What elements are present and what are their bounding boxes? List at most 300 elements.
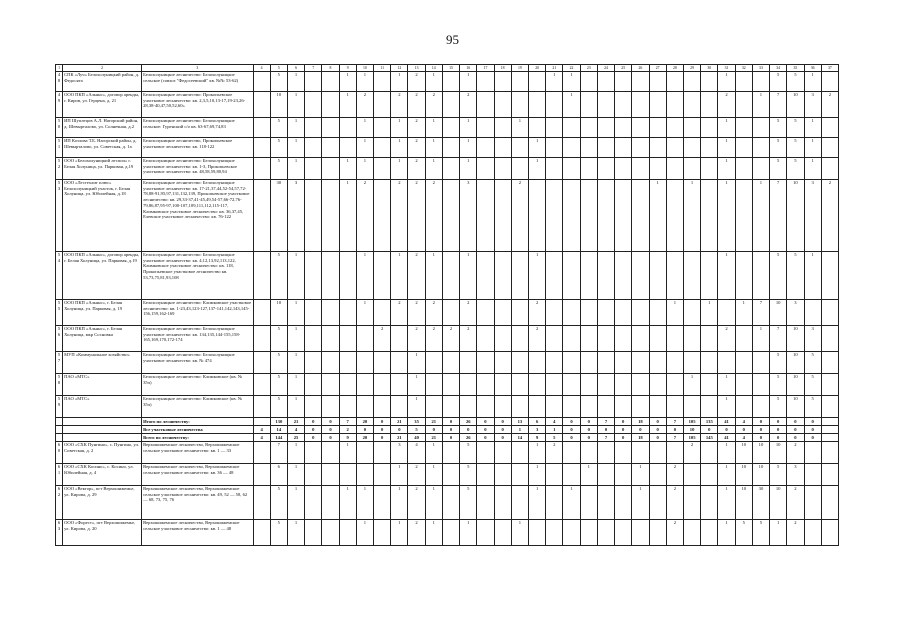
value-cell: [615, 180, 632, 252]
value-cell: [580, 138, 597, 158]
value-cell: [529, 352, 546, 374]
column-number: 17: [477, 65, 494, 72]
value-cell: [253, 396, 270, 418]
value-cell: 1: [683, 374, 700, 396]
value-cell: 10: [787, 396, 804, 418]
value-cell: [666, 138, 683, 158]
value-cell: [339, 252, 356, 300]
value-cell: [442, 300, 459, 326]
value-cell: 5: [804, 396, 821, 418]
value-cell: [580, 352, 597, 374]
value-cell: [563, 158, 580, 180]
value-cell: [701, 464, 718, 486]
value-cell: [804, 464, 821, 486]
value-cell: 1: [391, 72, 408, 92]
summary-value: 0: [322, 434, 339, 442]
value-cell: [442, 396, 459, 418]
value-cell: 1: [287, 486, 304, 520]
value-cell: [752, 118, 769, 138]
value-cell: 1: [718, 158, 735, 180]
value-cell: 6: [270, 464, 287, 486]
value-cell: [460, 396, 477, 418]
summary-value: 3: [529, 426, 546, 434]
value-cell: [442, 158, 459, 180]
value-cell: [322, 252, 339, 300]
value-cell: 1: [287, 252, 304, 300]
value-cell: [597, 252, 614, 300]
value-cell: 10: [787, 92, 804, 118]
value-cell: [632, 118, 649, 138]
value-cell: [529, 118, 546, 138]
table-row: [56, 396, 839, 418]
summary-value: 7: [666, 434, 683, 442]
value-cell: [339, 396, 356, 418]
value-cell: 5: [270, 118, 287, 138]
value-cell: [597, 118, 614, 138]
value-cell: 5: [270, 520, 287, 546]
value-cell: 10: [270, 300, 287, 326]
value-cell: 1: [339, 158, 356, 180]
value-cell: [305, 72, 322, 92]
value-cell: [339, 464, 356, 486]
value-cell: [511, 326, 528, 352]
value-cell: [339, 374, 356, 396]
value-cell: [821, 158, 838, 180]
value-cell: [546, 180, 563, 252]
value-cell: 1: [511, 520, 528, 546]
value-cell: [632, 158, 649, 180]
value-cell: [580, 326, 597, 352]
organization-cell: СПК «Луч» Белохолуницкий район, д. Федосята: [63, 72, 142, 92]
value-cell: [701, 92, 718, 118]
table-row: [56, 486, 839, 520]
value-cell: [305, 158, 322, 180]
value-cell: [563, 396, 580, 418]
forestry-cell: Белохолуницкое лесничество: Белохолуницкое участковое лесничество: кв. 1-3, Прокопьевское участковое лесничество: кв. 48,58,59,80,94: [142, 158, 253, 180]
value-cell: [494, 138, 511, 158]
value-cell: [597, 520, 614, 546]
value-cell: [597, 464, 614, 486]
organization-cell: ООО ПКП «Альянс», договор аренды, г. Киров, ул. Герцена, д. 21: [63, 92, 142, 118]
value-cell: [322, 486, 339, 520]
value-cell: 1: [649, 180, 666, 252]
value-cell: [683, 520, 700, 546]
value-cell: [563, 326, 580, 352]
value-cell: 2: [408, 252, 425, 300]
column-number: 33: [752, 65, 769, 72]
value-cell: [683, 72, 700, 92]
value-cell: [442, 520, 459, 546]
value-cell: [494, 326, 511, 352]
value-cell: [735, 396, 752, 418]
value-cell: [615, 252, 632, 300]
value-cell: 5: [460, 442, 477, 464]
value-cell: 10: [735, 464, 752, 486]
value-cell: [666, 352, 683, 374]
organization-cell: ООО «Лестехлит плюс» Белохолуницкий участок, г. Белая Холуница, ул. Юбилейная, д.18: [63, 180, 142, 252]
value-cell: 2: [356, 180, 373, 252]
summary-value: 0: [752, 434, 769, 442]
value-cell: 1: [425, 486, 442, 520]
value-cell: 1: [287, 520, 304, 546]
summary-value: 20: [356, 434, 373, 442]
value-cell: [253, 486, 270, 520]
value-cell: [597, 138, 614, 158]
summary-value: 21: [425, 434, 442, 442]
value-cell: [511, 138, 528, 158]
value-cell: [511, 72, 528, 92]
value-cell: [494, 158, 511, 180]
table-row: [56, 92, 839, 118]
column-number: 4: [253, 65, 270, 72]
value-cell: 1: [529, 442, 546, 464]
value-cell: [339, 300, 356, 326]
value-cell: [615, 300, 632, 326]
summary-value: 0: [580, 418, 597, 426]
value-cell: [253, 72, 270, 92]
value-cell: [305, 326, 322, 352]
value-cell: [374, 138, 391, 158]
organization-cell: ИП Козлова Т.Б. Нагорский район, д. Шевырталово, ул. Советская, д. 1а: [63, 138, 142, 158]
column-number: 14: [425, 65, 442, 72]
value-cell: 1: [718, 72, 735, 92]
table-row: [56, 374, 839, 396]
value-cell: [615, 352, 632, 374]
value-cell: [253, 374, 270, 396]
value-cell: [494, 374, 511, 396]
row-number: 61: [56, 464, 63, 486]
value-cell: [442, 442, 459, 464]
summary-value: 0: [305, 434, 322, 442]
table-row: [56, 442, 839, 464]
summary-value: 7: [666, 418, 683, 426]
value-cell: 1: [391, 520, 408, 546]
value-cell: 10: [270, 92, 287, 118]
value-cell: [735, 326, 752, 352]
value-cell: [580, 118, 597, 138]
value-cell: [580, 180, 597, 252]
value-cell: [529, 72, 546, 92]
value-cell: 1: [356, 252, 373, 300]
value-cell: [494, 72, 511, 92]
summary-value: 0: [305, 426, 322, 434]
value-cell: [666, 396, 683, 418]
value-cell: 1: [563, 72, 580, 92]
value-cell: 1: [718, 252, 735, 300]
value-cell: [253, 252, 270, 300]
value-cell: 1: [408, 352, 425, 374]
value-cell: [615, 486, 632, 520]
column-number: 19: [511, 65, 528, 72]
value-cell: [597, 92, 614, 118]
value-cell: [735, 158, 752, 180]
summary-value: 25: [287, 434, 304, 442]
value-cell: [683, 352, 700, 374]
value-cell: 1: [529, 464, 546, 486]
value-cell: [477, 300, 494, 326]
value-cell: 5: [804, 374, 821, 396]
value-cell: 1: [391, 464, 408, 486]
value-cell: [442, 352, 459, 374]
summary-label: Все участковые лесничества: [142, 426, 253, 434]
row-number: 52: [56, 158, 63, 180]
summary-value: 0: [615, 426, 632, 434]
value-cell: 1: [718, 442, 735, 464]
value-cell: [477, 252, 494, 300]
summary-value: 0: [322, 426, 339, 434]
forestry-cell: Белохолуницкое лесничество: Белохолуницкое участковое лесничество: кв. № 474: [142, 352, 253, 374]
value-cell: [821, 486, 838, 520]
forestry-cell: Верхошижемское лесничество, Верхошижемское сельское участковое лесничество: кв. 1 — 48: [142, 520, 253, 546]
value-cell: [563, 138, 580, 158]
value-cell: [821, 326, 838, 352]
summary-value: 0: [701, 426, 718, 434]
value-cell: 1: [563, 92, 580, 118]
value-cell: [494, 352, 511, 374]
value-cell: 1: [287, 300, 304, 326]
column-number: 8: [322, 65, 339, 72]
value-cell: 1: [529, 158, 546, 180]
summary-value: 0: [477, 426, 494, 434]
value-cell: 2: [546, 442, 563, 464]
summary-value: 0: [787, 426, 804, 434]
row-number: 51: [56, 138, 63, 158]
value-cell: [477, 138, 494, 158]
value-cell: [425, 396, 442, 418]
forestry-cell: Белохолуницкое лесничество, Прокопьевское участковое лесничество: кв. 118-122: [142, 138, 253, 158]
column-number: 2: [63, 65, 142, 72]
value-cell: [580, 252, 597, 300]
column-number: 26: [632, 65, 649, 72]
summary-value: 13: [511, 418, 528, 426]
value-cell: 1: [408, 374, 425, 396]
value-cell: 1: [529, 138, 546, 158]
value-cell: [632, 252, 649, 300]
summary-value: 0: [770, 418, 787, 426]
value-cell: [752, 252, 769, 300]
value-cell: [701, 72, 718, 92]
table-row: [56, 252, 839, 300]
value-cell: [442, 72, 459, 92]
value-cell: [322, 396, 339, 418]
value-cell: [305, 118, 322, 138]
value-cell: [683, 158, 700, 180]
value-cell: [735, 252, 752, 300]
organization-cell: [63, 426, 142, 434]
summary-value: 0: [563, 434, 580, 442]
value-cell: 1: [287, 118, 304, 138]
organization-cell: ООО «СХК Пунгино», с. Пунгино, ул. Советская, д. 2: [63, 442, 142, 464]
value-cell: 5: [270, 352, 287, 374]
value-cell: 1: [287, 92, 304, 118]
value-cell: 5: [787, 118, 804, 138]
value-cell: 1: [529, 252, 546, 300]
value-cell: [529, 520, 546, 546]
value-cell: 5: [460, 486, 477, 520]
summary-value: 40: [408, 434, 425, 442]
summary-value: 130: [270, 418, 287, 426]
forestry-cell: Верхошижемское лесничество, Верхошижемское сельское участковое лесничество: кв. 36 — 48: [142, 464, 253, 486]
value-cell: 5: [270, 326, 287, 352]
value-cell: [666, 252, 683, 300]
value-cell: [477, 374, 494, 396]
value-cell: 5: [270, 486, 287, 520]
value-cell: [701, 158, 718, 180]
value-cell: 10: [770, 442, 787, 464]
value-cell: 5: [270, 138, 287, 158]
summary-label: Итого по лесничеству:: [142, 418, 253, 426]
summary-value: 26: [460, 418, 477, 426]
value-cell: 3: [804, 180, 821, 252]
column-number: 9: [339, 65, 356, 72]
column-number: 5: [270, 65, 287, 72]
value-cell: [253, 464, 270, 486]
column-number: 6: [287, 65, 304, 72]
value-cell: 5: [735, 520, 752, 546]
value-cell: 1: [460, 158, 477, 180]
organization-cell: ООО «Белохолуницкий леспоп» г. Белая Холуница, ул. Парковая, д.19: [63, 158, 142, 180]
value-cell: 2: [391, 180, 408, 252]
value-cell: [322, 352, 339, 374]
value-cell: [666, 326, 683, 352]
value-cell: [649, 138, 666, 158]
summary-value: 21: [391, 418, 408, 426]
value-cell: 3: [787, 300, 804, 326]
summary-value: 18: [632, 418, 649, 426]
summary-value: 41: [718, 434, 735, 442]
value-cell: 10: [787, 352, 804, 374]
value-cell: [511, 252, 528, 300]
value-cell: 1: [287, 326, 304, 352]
value-cell: 1: [752, 92, 769, 118]
value-cell: 2: [408, 92, 425, 118]
value-cell: [546, 326, 563, 352]
value-cell: 10: [787, 374, 804, 396]
value-cell: 7: [752, 300, 769, 326]
value-cell: 2: [718, 92, 735, 118]
value-cell: 1: [425, 118, 442, 138]
value-cell: [752, 352, 769, 374]
value-cell: 5: [770, 138, 787, 158]
summary-value: [821, 426, 838, 434]
summary-value: 21: [287, 418, 304, 426]
row-number: 60: [56, 442, 63, 464]
value-cell: 5: [270, 252, 287, 300]
value-cell: 1: [425, 158, 442, 180]
value-cell: [374, 486, 391, 520]
value-cell: [632, 442, 649, 464]
value-cell: [752, 374, 769, 396]
value-cell: [563, 442, 580, 464]
value-cell: [546, 486, 563, 520]
summary-value: 0: [597, 426, 614, 434]
value-cell: [356, 352, 373, 374]
value-cell: [477, 464, 494, 486]
summary-value: 9: [529, 434, 546, 442]
value-cell: 1: [287, 72, 304, 92]
summary-value: 0: [804, 434, 821, 442]
value-cell: 1: [356, 520, 373, 546]
summary-value: 0: [391, 426, 408, 434]
value-cell: [494, 396, 511, 418]
value-cell: [494, 442, 511, 464]
value-cell: 1: [683, 180, 700, 252]
value-cell: [322, 180, 339, 252]
value-cell: [253, 520, 270, 546]
value-cell: [563, 464, 580, 486]
value-cell: [391, 396, 408, 418]
value-cell: 5: [270, 158, 287, 180]
value-cell: 2: [356, 92, 373, 118]
value-cell: 2: [408, 300, 425, 326]
value-cell: [546, 464, 563, 486]
summary-value: 0: [752, 418, 769, 426]
value-cell: [649, 300, 666, 326]
value-cell: [494, 180, 511, 252]
value-cell: [253, 442, 270, 464]
table-row: [56, 72, 839, 92]
summary-value: 0: [477, 418, 494, 426]
value-cell: [683, 92, 700, 118]
value-cell: 2: [425, 92, 442, 118]
summary-value: 0: [580, 426, 597, 434]
value-cell: 2: [374, 326, 391, 352]
value-cell: [253, 300, 270, 326]
row-number: 58: [56, 374, 63, 396]
value-cell: 1: [425, 464, 442, 486]
value-cell: 1: [632, 464, 649, 486]
value-cell: [546, 92, 563, 118]
value-cell: 2: [460, 326, 477, 352]
value-cell: [615, 326, 632, 352]
value-cell: [563, 352, 580, 374]
column-number: 37: [821, 65, 838, 72]
value-cell: [735, 118, 752, 138]
value-cell: [356, 396, 373, 418]
summary-value: 20: [356, 418, 373, 426]
value-cell: [615, 396, 632, 418]
value-cell: [305, 442, 322, 464]
value-cell: [477, 520, 494, 546]
value-cell: [615, 118, 632, 138]
forestry-cell: Белохолуницкое лесничество: Белохолуницкое сельское: Гуренский с/о кв. 63-67,69,74,83: [142, 118, 253, 138]
value-cell: [253, 158, 270, 180]
summary-value: 0: [305, 418, 322, 426]
value-cell: 2: [408, 118, 425, 138]
value-cell: [253, 180, 270, 252]
value-cell: [597, 486, 614, 520]
organization-cell: ООО ПКП «Альянс», г. Белая Холуница, мкр Сосновка: [63, 326, 142, 352]
organization-cell: [63, 418, 142, 426]
organization-cell: ООО «СХК Косино», с. Косино, ул. Юбилейная, д. 4: [63, 464, 142, 486]
value-cell: [374, 374, 391, 396]
summary-value: 0: [374, 426, 391, 434]
summary-value: 0: [356, 426, 373, 434]
value-cell: 10: [752, 464, 769, 486]
value-cell: 5: [460, 464, 477, 486]
value-cell: [615, 158, 632, 180]
value-cell: [615, 442, 632, 464]
value-cell: [597, 442, 614, 464]
value-cell: 1: [804, 72, 821, 92]
value-cell: 1: [425, 252, 442, 300]
value-cell: [666, 118, 683, 138]
value-cell: [477, 158, 494, 180]
value-cell: [546, 374, 563, 396]
value-cell: [821, 72, 838, 92]
row-number: 55: [56, 300, 63, 326]
summary-value: 21: [425, 418, 442, 426]
